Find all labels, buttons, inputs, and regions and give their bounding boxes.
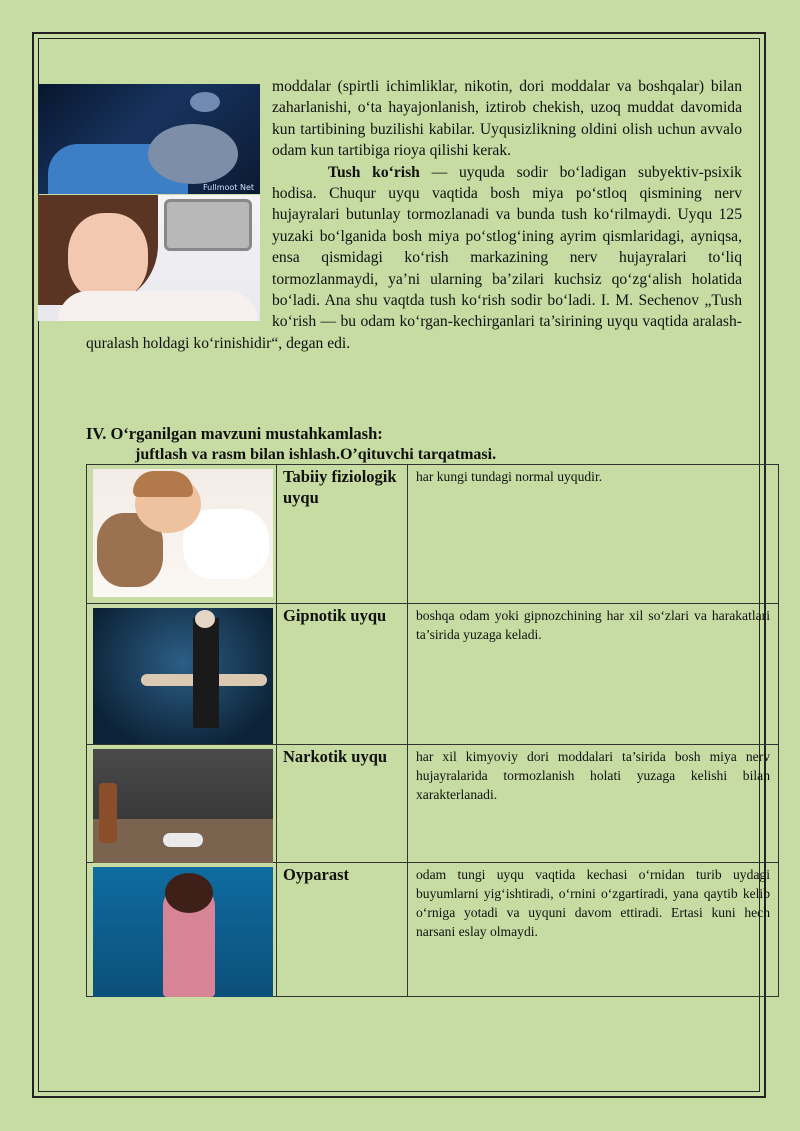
intro-text: [86, 76, 742, 354]
hypnotist-photo: [93, 608, 273, 744]
desc-sleepwalking: odam tungi uyqu vaqtida kechasi o‘rnidan turib uydagi buyumlarni yig‘ishtiradi, o‘rnini o‘zgartiradi, yana qaytib kelib o‘rniga yotadi va uyquni davom ettiradi. Ertasi kuni hech narsani eslay olmaydi.: [416, 867, 770, 939]
sleepwalker-photo: [93, 867, 273, 997]
term-narcotic-sleep: Narkotik uyqu: [283, 747, 388, 766]
drugs-photo: [93, 749, 273, 863]
intro-paragraph-1: moddalar (spirtli ichimliklar, nikotin, dori moddalar va boshqalar) bilan zaharlanishi, o‘ta hayajonlanish, iztirob chekish, uzoq muddat davomida kun tartibining buzilishi kabilar. Uyqusizlikning oldini olish uchun avvalo odam kun tartibiga rioya qilishi kerak.: [272, 78, 742, 160]
table-row: [87, 745, 779, 863]
table-row: [87, 465, 779, 604]
term-sleepwalking: Oyparast: [283, 865, 349, 884]
dream-definition: — uyquda sodir bo‘ladigan subyektiv-psixik hodisa. Chuqur uyqu vaqtida bosh miya po‘stloq qismining nerv hujayralari butunlay tormozlanadi va bunda tush ko‘rilmaydi. Uyqu 125 yuzaki bo‘lganida bosh miya po‘stlog‘ining ayrim qismlaridagi, ayniqsa, ensa qismidagi ko‘rish markazining nerv hujayralari to‘liq tormozlanmaydi, ya’ni ularning ba’zilari kuchsiz qo‘zg‘alish holatida bo‘ladi. Ana shu vaqtda tush ko‘rish sodir bo‘ladi. I. M. Sechenov „Tush ko‘rish — bu odam ko‘rgan-kechirganlari ta’sirining uyqu vaqtida aralash-quralash holdagi ko‘rinishidir“, degan edi.: [86, 163, 742, 352]
desc-narcotic-sleep: har xil kimyoviy dori moddalari ta’sirida bosh miya nerv hujayralarida tormozlanish holati yuzaga kelishi bilan xarakterlanadi.: [416, 749, 770, 802]
photo-watermark: Fullmoot Net: [203, 183, 254, 192]
sleeping-child-photo: [93, 469, 273, 597]
term-hypnotic-sleep: Gipnotik uyqu: [283, 606, 387, 625]
sleep-types-table: [86, 464, 779, 997]
table-row: [87, 863, 779, 997]
desc-hypnotic-sleep: boshqa odam yoki gipnozchining har xil so‘zlari va harakatlari ta’sirida yuzaga keladi.: [416, 608, 770, 642]
dream-term: Tush ko‘rish: [328, 163, 420, 181]
term-natural-sleep: Tabiiy fiziologik uyqu: [283, 467, 397, 507]
section-subheading: juftlash va rasm bilan ishlash.O’qituvchi tarqatmasi.: [135, 446, 497, 463]
desc-natural-sleep: har kungi tundagi normal uyqudir.: [416, 469, 603, 484]
table-row: [87, 604, 779, 745]
section-heading: IV. O‘rganilgan mavzuni mustahkamlash:: [86, 424, 383, 443]
